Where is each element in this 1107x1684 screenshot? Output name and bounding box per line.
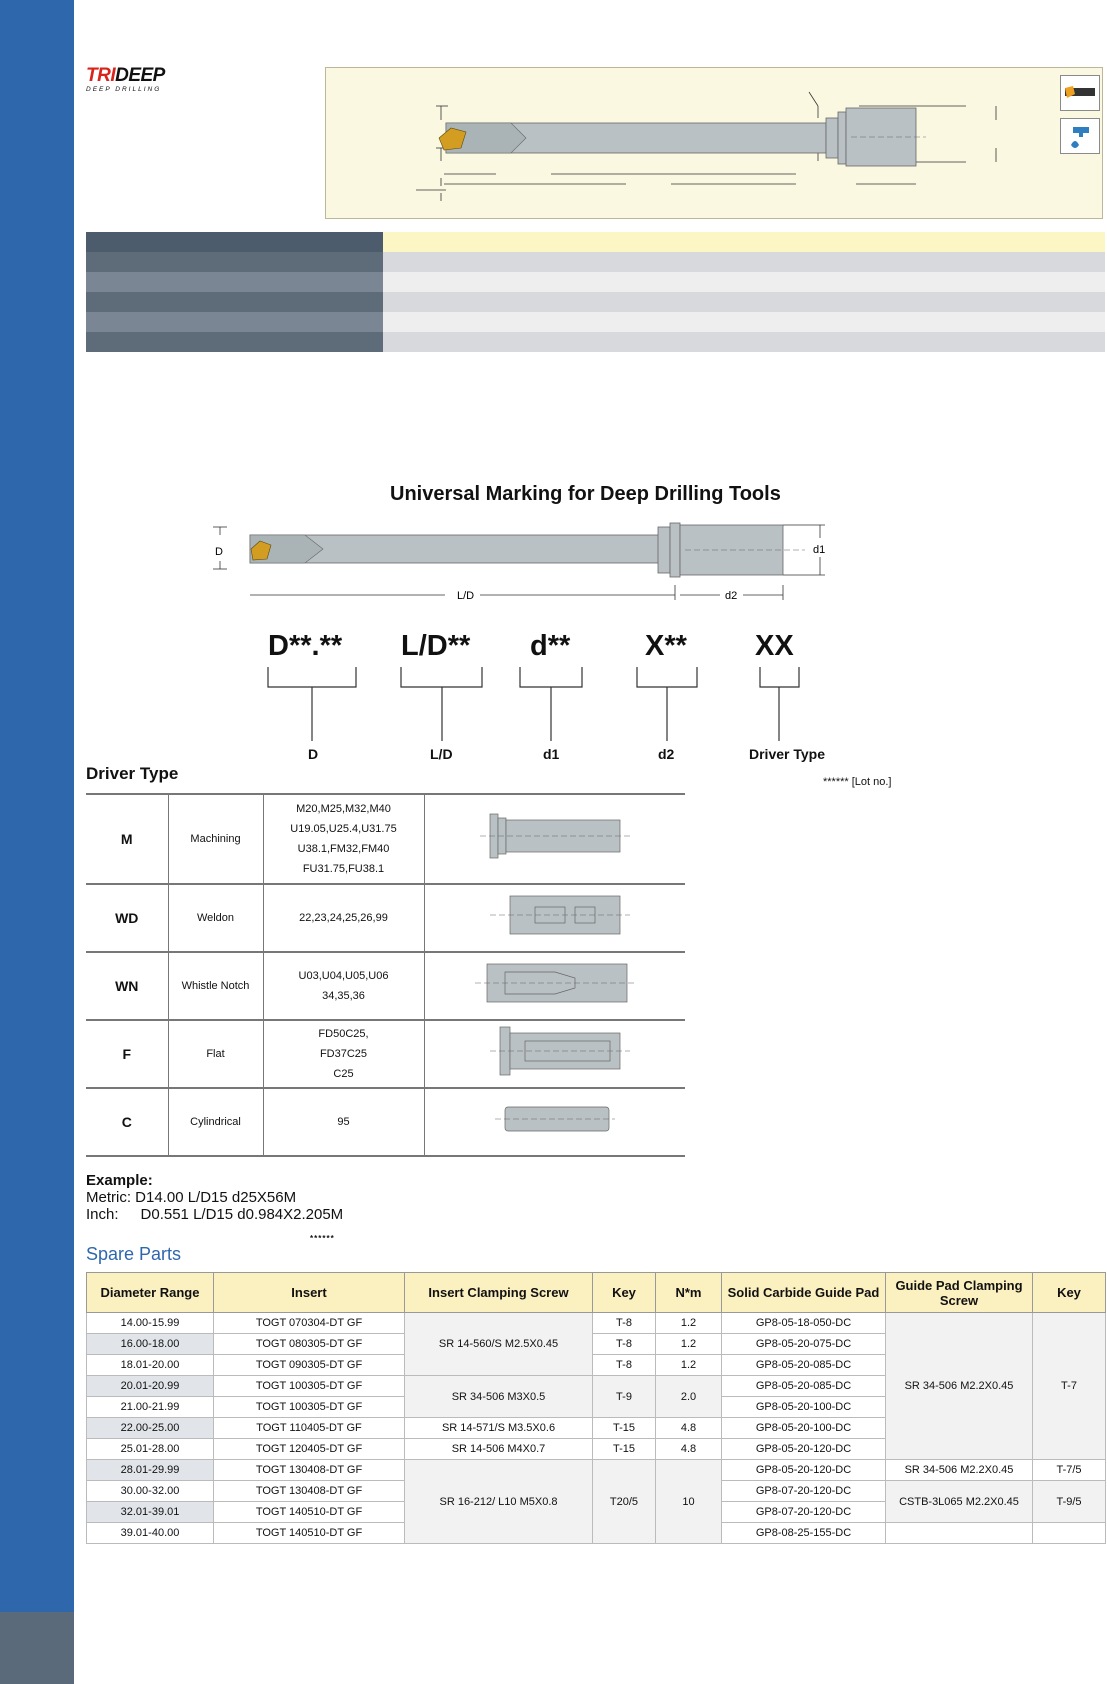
- driver-row: [86, 1020, 685, 1088]
- driver-type-heading: Driver Type: [86, 764, 179, 783]
- spec-row: [86, 272, 1105, 292]
- driver-row: [86, 952, 685, 1020]
- spare-header-row: [87, 1273, 1106, 1313]
- table-row: 28.01-29.99 TOGT 130408-DT GF SR 16-212/ L10 M5X0.8 T20/5 10 GP8-05-20-120-DC SR 34-506 M2.2X0.45 T-7/5: [87, 1460, 1106, 1481]
- side-band: [0, 0, 74, 1684]
- cylindrical-shank-illustration: [424, 1088, 685, 1156]
- code-label-driver-type: Driver Type: [749, 746, 825, 762]
- spec-row: [86, 232, 1105, 252]
- marking-brackets: [260, 665, 820, 745]
- flat-shank-illustration: [424, 1020, 685, 1088]
- driver-code: M: [86, 794, 168, 884]
- driver-row: [86, 884, 685, 952]
- driver-code: F: [86, 1020, 168, 1088]
- drill-insert-icon: [1060, 75, 1100, 111]
- table-row: 30.00-32.00 TOGT 130408-DT GF GP8-07-20-120-DC CSTB-3L065 M2.2X0.45 T-9/5: [87, 1481, 1106, 1502]
- side-band-footer: [0, 1612, 74, 1684]
- weldon-shank-illustration: [424, 884, 685, 952]
- table-row: 21.00-21.99 TOGT 100305-DT GF GP8-05-20-100-DC: [87, 1397, 1106, 1418]
- example-block: [86, 1172, 343, 1223]
- driver-sizes: 95: [263, 1088, 424, 1156]
- spec-row: [86, 312, 1105, 332]
- code-diameter: D**.**: [268, 630, 343, 662]
- table-row: 32.01-39.01 TOGT 140510-DT GF GP8-07-20-120-DC: [87, 1502, 1106, 1523]
- driver-sizes: U03,U04,U05,U06 34,35,36: [263, 952, 424, 1020]
- code-label-d1: d1: [543, 746, 560, 762]
- header-diameter-range: Diameter Range: [87, 1273, 214, 1313]
- code-label-d: D: [308, 746, 319, 762]
- header-guide-pad: Solid Carbide Guide Pad: [722, 1273, 886, 1313]
- driver-type-table: [86, 793, 685, 1157]
- driver-name: Cylindrical: [168, 1088, 263, 1156]
- whistle-notch-shank-illustration: [424, 952, 685, 1020]
- brand-logo: [86, 66, 186, 96]
- table-row: 16.00-18.00 TOGT 080305-DT GF T-8 1.2 GP8-05-20-075-DC: [87, 1334, 1106, 1355]
- example-metric: Metric: D14.00 L/D15 d25X56M: [86, 1189, 297, 1206]
- driver-code: WD: [86, 884, 168, 952]
- driver-row: [86, 1088, 685, 1156]
- header-key-2: Key: [1033, 1273, 1106, 1313]
- header-torque: N*m: [656, 1273, 722, 1313]
- spec-row: [86, 292, 1105, 312]
- dim-label-ld: L/D: [457, 590, 475, 602]
- tool-drawing-box: [325, 67, 1103, 219]
- driver-sizes: M20,M25,M32,M40 U19.05,U25.4,U31.75 U38.1,FM32,FM40 FU31.75,FU38.1: [263, 794, 424, 884]
- driver-code: C: [86, 1088, 168, 1156]
- driver-code: WN: [86, 952, 168, 1020]
- driver-name: Flat: [168, 1020, 263, 1088]
- table-row: 39.01-40.00 TOGT 140510-DT GF GP8-08-25-155-DC: [87, 1523, 1106, 1544]
- spec-row: [86, 332, 1105, 352]
- logo-tagline: DEEP DRILLING: [86, 86, 162, 93]
- spec-table: [86, 232, 1105, 352]
- logo-wordmark: TRIDEEP: [86, 65, 165, 86]
- header-insert: Insert: [214, 1273, 405, 1313]
- code-shank-length: X**: [645, 630, 687, 662]
- tool-drawing: [326, 68, 1046, 218]
- lot-number-note: ****** [Lot no.]: [823, 776, 892, 788]
- driver-sizes: 22,23,24,25,26,99: [263, 884, 424, 952]
- table-row: 14.00-15.99 TOGT 070304-DT GF SR 14-560/S M2.5X0.45 T-8 1.2 GP8-05-18-050-DC SR 34-506 M2.2X0.45 T-7: [87, 1313, 1106, 1334]
- table-row: 20.01-20.99 TOGT 100305-DT GF SR 34-506 M3X0.5 T-9 2.0 GP8-05-20-085-DC: [87, 1376, 1106, 1397]
- marking-title: Universal Marking for Deep Drilling Tools: [390, 483, 781, 505]
- header-key: Key: [593, 1273, 656, 1313]
- marking-tool-drawing: [205, 505, 825, 615]
- driver-name: Whistle Notch: [168, 952, 263, 1020]
- coolant-tap-icon: [1060, 118, 1100, 154]
- table-row: 22.00-25.00 TOGT 110405-DT GF SR 14-571/S M3.5X0.6 T-15 4.8 GP8-05-20-100-DC: [87, 1418, 1106, 1439]
- code-label-d2: d2: [658, 746, 675, 762]
- dim-label-d2: d2: [725, 590, 738, 602]
- code-driver-type: XX: [755, 630, 794, 662]
- code-label-ld: L/D: [430, 746, 453, 762]
- table-row: 18.01-20.00 TOGT 090305-DT GF T-8 1.2 GP8-05-20-085-DC: [87, 1355, 1106, 1376]
- driver-name: Machining: [168, 794, 263, 884]
- driver-sizes: FD50C25, FD37C25 C25: [263, 1020, 424, 1088]
- code-length-ratio: L/D**: [401, 630, 471, 662]
- example-heading: Example:: [86, 1172, 153, 1189]
- driver-name: Weldon: [168, 884, 263, 952]
- machining-shank-illustration: [424, 794, 685, 884]
- dim-label-d1: d1: [813, 544, 825, 556]
- spare-parts-title: Spare Parts: [86, 1244, 182, 1264]
- code-shank-diameter: d**: [530, 630, 571, 662]
- header-guide-pad-screw: Guide Pad Clamping Screw: [886, 1273, 1033, 1313]
- table-row: 25.01-28.00 TOGT 120405-DT GF SR 14-506 M4X0.7 T-15 4.8 GP8-05-20-120-DC: [87, 1439, 1106, 1460]
- example-lot-marker: ******: [310, 1234, 335, 1243]
- header-insert-clamping-screw: Insert Clamping Screw: [405, 1273, 593, 1313]
- example-inch: Inch: D0.551 L/D15 d0.984X2.205M: [86, 1206, 344, 1223]
- spec-row: [86, 252, 1105, 272]
- driver-row: [86, 794, 685, 884]
- dim-label-d: D: [215, 546, 223, 558]
- spare-parts-table: [86, 1272, 1106, 1544]
